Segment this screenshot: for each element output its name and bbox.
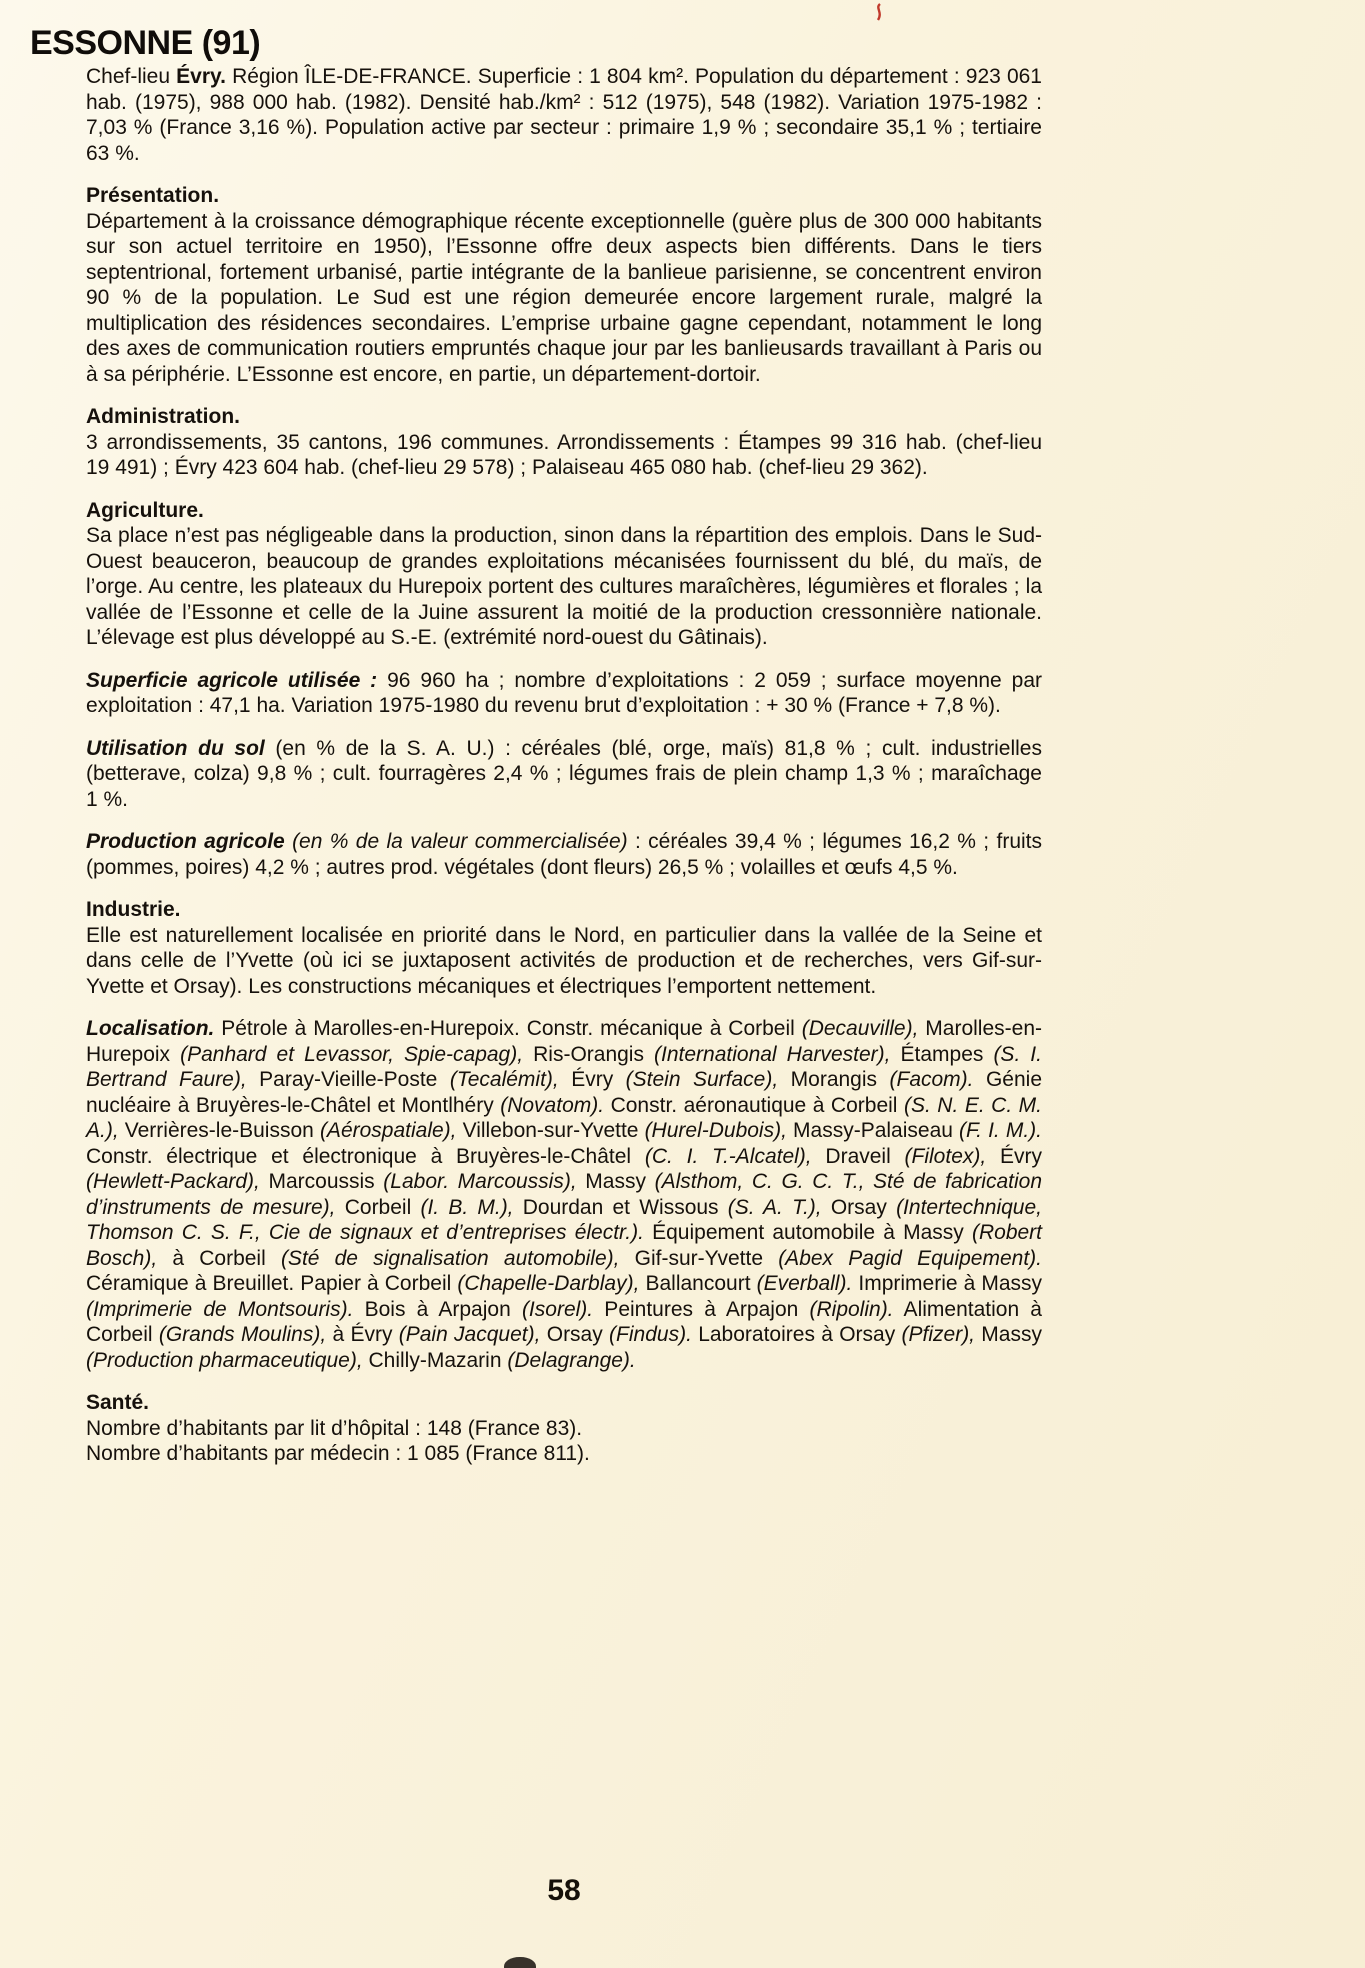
text-run: (Sté de signalisation automobile), <box>280 1246 620 1270</box>
text-run: (Labor. Marcoussis), <box>383 1170 577 1193</box>
text-run: (Pfizer), <box>901 1323 976 1346</box>
text-run: (I. B. M.), <box>420 1195 514 1219</box>
text-run: Orsay <box>540 1323 610 1346</box>
text-run: (Pain Jacquet), <box>398 1323 541 1346</box>
text-run: Génie nucléaire à Bruyères-le-Châtel et Montlhéry <box>86 1068 1042 1117</box>
text-run: (Chapelle-Darblay), <box>457 1272 640 1295</box>
text-run: Utilisation du sol <box>86 736 276 760</box>
text-run: Sa place n’est pas négligeable dans la production, sinon dans la répartition des emplois. Dans le Sud-Ouest beauceron, beaucoup de grandes exploitations mécanisées fournissent du blé, du maïs, de l’orge. Au centre, les plateaux du Hurepoix portent des cultures maraîchères, légumières et florales ; la vallée de l’Essonne et celle de la Juine assurent la moitié de la production cressonnière nationale. L’élevage est plus développé au S.-E. (extrémité nord-ouest du Gâtinais). <box>86 524 1042 649</box>
paragraph-presentation <box>86 209 1042 388</box>
text-run: Elle est naturellement localisée en priorité dans le Nord, en particulier dans la vallée de la Seine et dans celle de l’Yvette (où ici se juxtaposent activités de production et de recherches, vers Gif-sur-Yvette et Orsay). Les constructions mécaniques et électriques l’emportent nettement. <box>86 923 1042 998</box>
text-run: (Filotex), <box>904 1144 987 1168</box>
text-run: Étampes <box>890 1042 994 1066</box>
text-run: (Novatom). <box>500 1093 605 1117</box>
text-run: Constr. électrique et électronique à Bruyères-le-Châtel <box>86 1144 645 1168</box>
text-run: (Grands Moulins), <box>158 1323 327 1346</box>
text-run: (Tecalémit), <box>449 1068 559 1091</box>
text-run: Localisation. <box>86 1017 222 1040</box>
text-run: (Production pharmaceutique), <box>86 1348 363 1372</box>
text-run: Ris-Orangis <box>523 1042 655 1066</box>
text-run: 96 960 ha ; nombre d’exploitations : 2 059 ; surface moyenne par exploitation : 47,1 ha. Variation 1975-1980 du revenu brut d’exploitation : + 30 % (France + 7,8 %). <box>86 668 1042 717</box>
text-run: (Facom). <box>889 1068 974 1091</box>
text-run: (Abex Pagid Equipement). <box>778 1246 1043 1270</box>
text-run: (Imprimerie de Montsouris). <box>86 1297 354 1321</box>
text-run: Draveil <box>811 1144 905 1168</box>
text-run: Bois à Arpajon <box>353 1297 522 1321</box>
text-run: Marcoussis <box>259 1170 384 1193</box>
text-run: Département à la croissance démographique récente exceptionnelle (guère plus de 300 000 habitants sur son actuel territoire en 1950), l’Essonne offre deux aspects bien différents. Dans le tiers septentrional, fortement urbanisé, partie intégrante de la banlieue parisienne, se concentrent environ 90 % de la population. Le Sud est une région demeurée encore largement rurale, malgré la multiplication des résidences secondaires. L’emprise urbaine gagne cependant, notamment le long des axes de communication routiers empruntés chaque jour par les banlieusards travaillant à Paris ou à sa périphérie. L’Essonne est encore, en partie, un département-dortoir. <box>86 209 1042 386</box>
section-heading-administration: Administration. <box>86 405 241 428</box>
text-run: Évry <box>558 1068 626 1091</box>
text-run: Ballancourt <box>639 1272 757 1295</box>
text-run: Production agricole <box>86 830 293 853</box>
text-run: Paray-Vieille-Poste <box>246 1068 450 1091</box>
text-run: Massy <box>576 1170 655 1193</box>
paragraph-industrie <box>86 923 1042 1000</box>
paragraph-overview <box>86 64 1042 166</box>
text-run: Verrières-le-Buisson <box>118 1119 320 1142</box>
text-run: (Panhard et Levassor, Spie-capag), <box>180 1042 524 1066</box>
text-run: (Hewlett-Packard), <box>86 1170 260 1193</box>
text-run: Marolles-en-Hurepoix <box>86 1017 1042 1066</box>
text-run: Céramique à Breuillet. Papier à Corbeil <box>86 1272 458 1295</box>
paragraph-production-agricole <box>86 829 1042 880</box>
sante-line-medecin: Nombre d’habitants par médecin : 1 085 (France 811). <box>86 1442 590 1465</box>
text-run: (S. I. Bertrand Faure), <box>86 1042 1042 1091</box>
red-ink-mark <box>872 2 886 22</box>
paragraph-agriculture <box>86 523 1042 651</box>
text-run: Dourdan et Wissous <box>513 1195 728 1219</box>
section-heading-agriculture: Agriculture. <box>86 498 204 522</box>
text-run: Chilly-Mazarin <box>362 1348 508 1372</box>
text-run: 3 arrondissements, 35 cantons, 196 communes. Arrondissements : Étampes 99 316 hab. (chef-lieu 19 491) ; Évry 423 604 hab. (chef-lieu 29 578) ; Palaiseau 465 080 hab. (chef-lieu 29 362). <box>86 430 1042 479</box>
text-run: Chef-lieu <box>86 65 177 88</box>
text-run: (Stein Surface), <box>625 1068 779 1091</box>
sante-line-hopital: Nombre d’habitants par lit d’hôpital : 148 (France 83). <box>86 1416 583 1440</box>
text-run: Constr. aéronautique à Corbeil <box>604 1093 904 1117</box>
text-run: Morangis <box>778 1068 890 1091</box>
text-run: (Everball). <box>756 1272 853 1295</box>
text-run: (Robert Bosch), <box>86 1221 1043 1270</box>
text-run: (C. I. T.-Alcatel), <box>644 1144 812 1168</box>
text-run: Région ÎLE-DE-FRANCE. Superficie : 1 804 km². Population du département : 923 061 hab. (1975), 988 000 hab. (1982). Densité hab./km² : 512 (1975), 548 (1982). Variation 1975-1982 : 7,03 % (France 3,16 %). Population active par secteur : primaire 1,9 % ; secondaire 35,1 % ; tertiaire 63 %. <box>86 65 1042 165</box>
text-run: Peintures à Arpajon <box>593 1297 810 1321</box>
text-run: (International Harvester), <box>654 1042 891 1066</box>
text-run: : céréales 39,4 % ; légumes 16,2 % ; fruits (pommes, poires) 4,2 % ; autres prod. végétales (dont fleurs) 26,5 % ; volailles et œufs 4,5 %. <box>86 830 1042 879</box>
page-title: ESSONNE (91) <box>30 24 261 62</box>
text-run: Imprimerie à Massy <box>852 1272 1043 1295</box>
text-run: Pétrole à Marolles-en-Hurepoix. Constr. mécanique à Corbeil <box>221 1017 802 1040</box>
text-run: Équipement automobile à Massy <box>643 1221 972 1244</box>
paragraph-superficie-agricole <box>86 668 1042 719</box>
text-run: (F. I. M.). <box>959 1119 1042 1142</box>
text-run: (Ripolin). <box>809 1297 894 1321</box>
text-run: (Findus). <box>609 1323 692 1346</box>
ink-smudge <box>504 1957 536 1968</box>
section-heading-presentation: Présentation. <box>86 184 220 207</box>
text-run: (en % de la valeur commercialisée) <box>292 830 628 853</box>
text-run: Évry. <box>176 65 226 88</box>
text-run: Gif-sur-Yvette <box>619 1246 779 1270</box>
section-heading-industrie: Industrie. <box>86 898 181 921</box>
text-run: (Isorel). <box>521 1297 594 1321</box>
text-run: (Alsthom, C. G. C. T., Sté de fabrication d’instruments de mesure), <box>86 1170 1042 1219</box>
text-run: Superficie agricole utilisée : <box>86 668 388 692</box>
page-content <box>86 64 1042 1467</box>
text-run: Laboratoires à Orsay <box>691 1323 902 1346</box>
text-run: (Decauville), <box>801 1017 919 1040</box>
text-run: (S. N. E. C. M. A.), <box>86 1093 1043 1142</box>
page-number: 58 <box>547 1874 581 1907</box>
text-run: à Évry <box>326 1323 399 1346</box>
text-run: (Hurel-Dubois), <box>644 1119 787 1142</box>
text-run: Évry <box>986 1144 1042 1168</box>
text-run: Alimentation à Corbeil <box>86 1297 1042 1346</box>
paragraph-utilisation-du-sol <box>86 736 1042 813</box>
text-run: (Aérospatiale), <box>319 1119 457 1142</box>
text-run: à Corbeil <box>157 1246 281 1270</box>
text-run: Massy <box>975 1323 1042 1346</box>
paragraph-administration <box>86 430 1042 481</box>
section-heading-sante: Santé. <box>86 1391 150 1414</box>
text-run: Villebon-sur-Yvette <box>456 1119 645 1142</box>
text-run: (S. A. T.), <box>727 1195 822 1219</box>
text-run: (Intertechnique, Thomson C. S. F., Cie de signaux et d’entreprises électr.). <box>86 1195 1042 1244</box>
text-run: Orsay <box>821 1195 897 1219</box>
paragraph-localisation <box>86 1016 1042 1373</box>
text-run: (Delagrange). <box>507 1348 636 1372</box>
text-run: Massy-Palaiseau <box>786 1119 960 1142</box>
text-run: Corbeil <box>335 1195 421 1219</box>
text-run: (en % de la S. A. U.) : céréales (blé, orge, maïs) 81,8 % ; cult. industrielles (betterave, colza) 9,8 % ; cult. fourragères 2,4 % ; légumes frais de plein champ 1,3 % ; maraîchage 1 %. <box>86 736 1042 811</box>
